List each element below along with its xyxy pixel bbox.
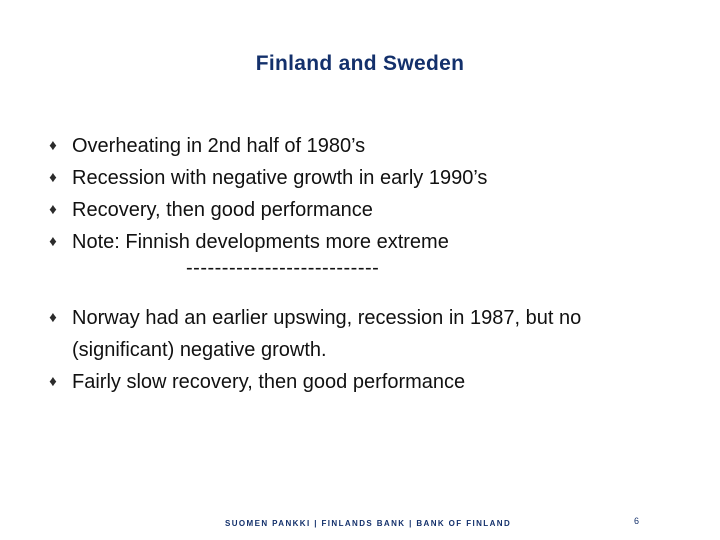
bullet-item (46, 302, 686, 366)
diamond-bullet-icon: ♦ (49, 373, 57, 390)
diamond-bullet-icon: ♦ (49, 233, 57, 250)
bullet-item (46, 366, 686, 398)
footer-bank-name: SUOMEN PANKKI | FINLANDS BANK | BANK OF FINLAND (225, 519, 512, 528)
diamond-bullet-icon: ♦ (49, 169, 57, 186)
bullet-item (46, 194, 686, 226)
bullet-text: Note: Finnish developments more extreme (72, 231, 449, 253)
bullet-item (46, 162, 686, 194)
bullet-text: Recovery, then good performance (72, 199, 373, 221)
footer (0, 516, 720, 536)
diamond-bullet-icon: ♦ (49, 309, 57, 326)
bullet-item (46, 130, 686, 162)
bullet-text: Norway had an earlier upswing, recession in 1987, but no (significant) negative growth. (72, 307, 582, 361)
diamond-bullet-icon: ♦ (49, 137, 57, 154)
bullet-text: Fairly slow recovery, then good performance (72, 371, 466, 393)
page-number: 6 (634, 516, 640, 526)
diamond-bullet-icon: ♦ (49, 201, 57, 218)
bullet-text: Overheating in 2nd half of 1980’s (72, 135, 366, 157)
bullet-text: Recession with negative growth in early 1990’s (72, 167, 488, 189)
bullet-item (46, 226, 686, 258)
slide-title: Finland and Sweden (255, 52, 465, 75)
bullet-list (46, 130, 686, 398)
separator-line: --------------------------- (186, 257, 380, 279)
